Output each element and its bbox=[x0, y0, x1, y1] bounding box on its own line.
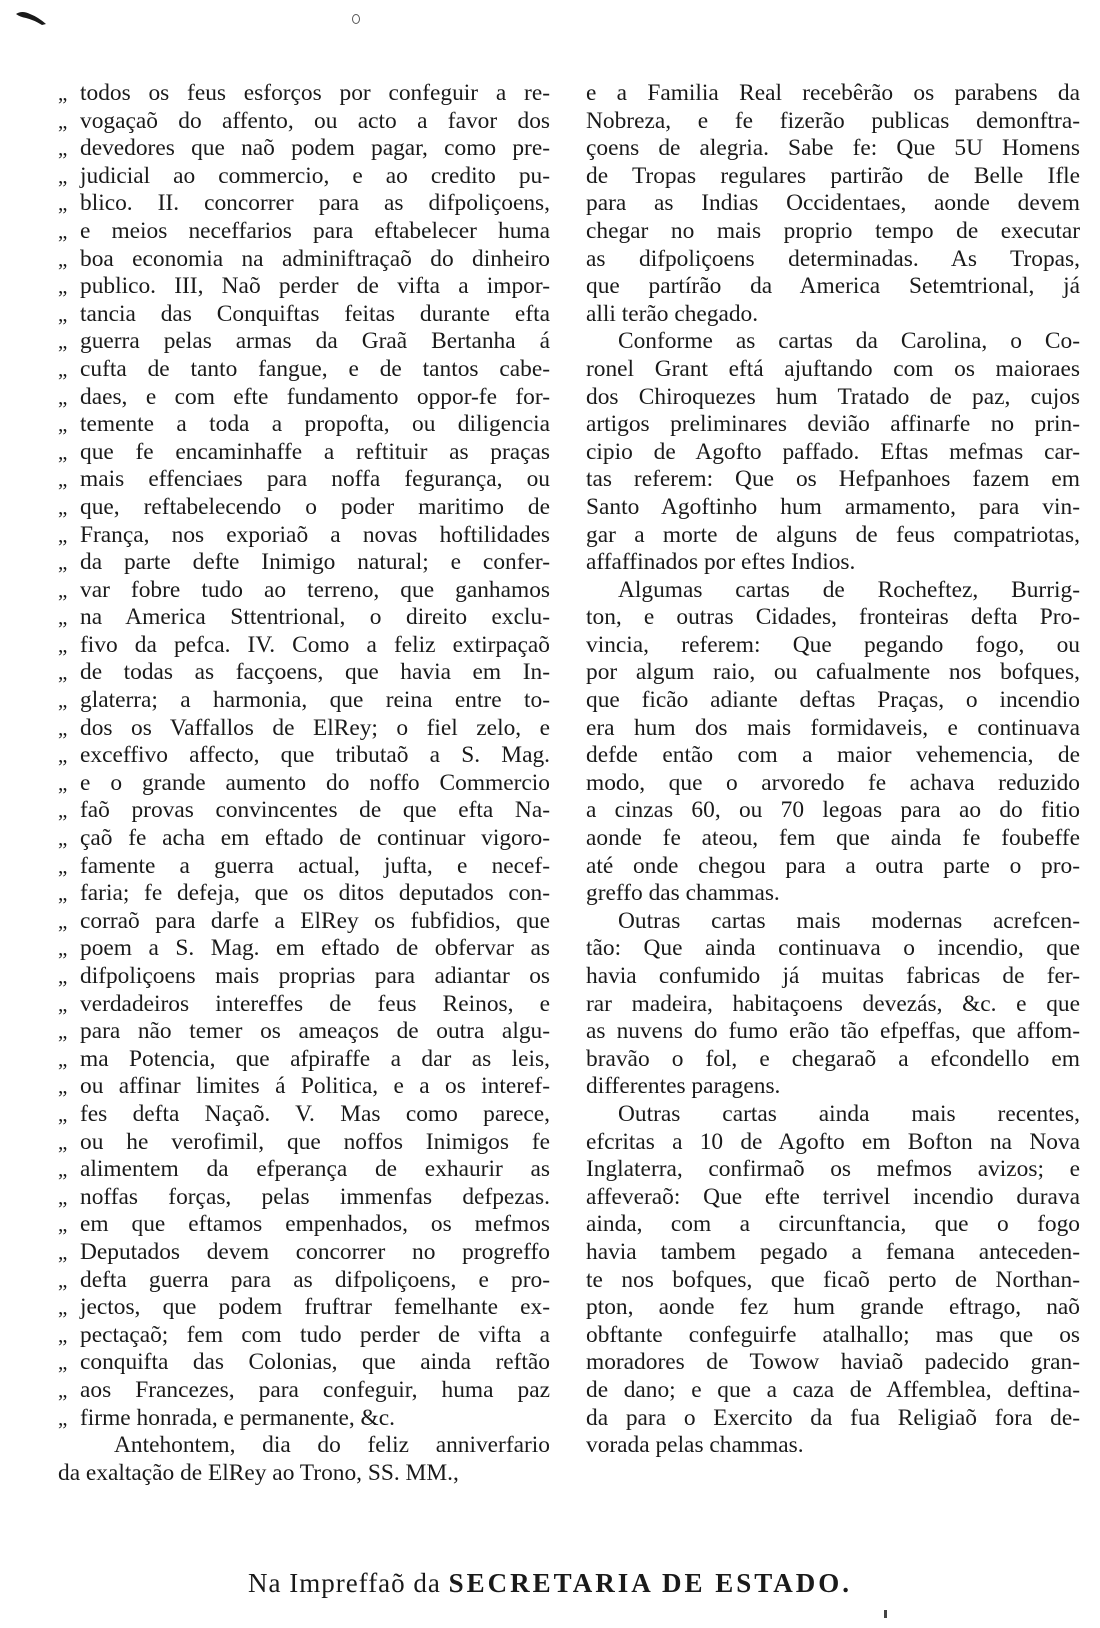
left-line-text: defta guerra para as difpoliçoens, e pro- bbox=[80, 1266, 550, 1293]
left-line bbox=[58, 549, 550, 577]
right-line-text: dos Chiroquezes hum Tratado de paz, cujos bbox=[586, 383, 1080, 410]
right-line bbox=[586, 770, 1080, 798]
left-line bbox=[58, 880, 550, 908]
left-line-text: da parte defte Inimigo natural; e confer- bbox=[80, 549, 550, 576]
quote-mark: „ bbox=[58, 522, 66, 547]
left-line-text: aos Francezes, para confeguir, huma paz bbox=[80, 1376, 550, 1403]
right-line-text: Outras cartas mais modernas acrefcen- bbox=[618, 907, 1080, 934]
left-line-text: corraõ para darfe a ElRey os fubfidios, que bbox=[80, 907, 550, 934]
left-line-text: noffas forças, pelas immenfas defpezas. bbox=[80, 1183, 550, 1210]
right-line-text: havia tambem pegado a femana anteceden- bbox=[586, 1238, 1080, 1265]
right-line bbox=[586, 1129, 1080, 1157]
right-line-text: rar madeira, habitaçoens devezás, &c. e que bbox=[586, 990, 1080, 1017]
left-line-text: vogaçaõ do affento, ou acto a favor dos bbox=[80, 107, 550, 134]
left-line bbox=[58, 80, 550, 108]
quote-mark: „ bbox=[58, 412, 66, 437]
left-line-text: difpoliçoens mais proprias para adiantar os bbox=[80, 963, 550, 989]
left-line bbox=[58, 466, 550, 494]
left-line bbox=[58, 218, 550, 246]
right-line bbox=[586, 1405, 1080, 1433]
imprint-prefix: Na Impreffaõ da bbox=[247, 1568, 441, 1598]
imprint-publisher: SECRETARIA DE ESTADO. bbox=[448, 1568, 852, 1598]
left-line-text: fivo da pefca. IV. Como a feliz extirpaçaõ bbox=[80, 631, 550, 658]
right-line bbox=[586, 880, 1080, 908]
right-line bbox=[586, 1156, 1080, 1184]
right-line bbox=[586, 411, 1080, 439]
left-line bbox=[58, 1294, 550, 1322]
left-line bbox=[58, 604, 550, 632]
right-line-text: chegar no mais proprio tempo de executar bbox=[586, 217, 1080, 244]
right-line bbox=[586, 715, 1080, 743]
right-line bbox=[586, 384, 1080, 412]
left-line bbox=[58, 1432, 550, 1460]
left-line-text: temente a toda a propofta, ou diligencia bbox=[80, 411, 550, 438]
right-line-text: da para o Exercito da fua Religiaõ fora de- bbox=[586, 1404, 1080, 1431]
right-line bbox=[586, 163, 1080, 191]
quote-mark: „ bbox=[58, 163, 66, 188]
right-line bbox=[586, 494, 1080, 522]
right-line bbox=[586, 1377, 1080, 1405]
right-line-text: as nuvens do fumo erão tão efpeffas, que affom- bbox=[586, 1018, 1080, 1045]
quote-mark: „ bbox=[58, 1377, 66, 1402]
left-line bbox=[58, 1129, 550, 1157]
left-line-text: na America Sttentrional, o direito exclu- bbox=[80, 604, 550, 631]
left-line-text: alimentem da efperança de exhaurir as bbox=[80, 1156, 550, 1183]
right-line bbox=[586, 659, 1080, 687]
right-line-text: para as Indias Occidentaes, aonde devem bbox=[586, 190, 1080, 217]
left-line-text: faõ provas convincentes de que efta Na- bbox=[80, 797, 550, 824]
left-line-text: daes, e com efte fundamento oppor-fe for- bbox=[80, 383, 550, 410]
quote-mark: „ bbox=[58, 908, 66, 933]
quote-mark: „ bbox=[58, 1295, 66, 1320]
left-line bbox=[58, 522, 550, 550]
quote-mark: „ bbox=[58, 550, 66, 575]
left-column bbox=[58, 80, 550, 1487]
right-line bbox=[586, 908, 1080, 936]
ink-blot-icon bbox=[14, 8, 48, 26]
left-line-text: pectaçaõ; fem com tudo perder de vifta a bbox=[80, 1321, 550, 1348]
left-line bbox=[58, 797, 550, 825]
left-line bbox=[58, 908, 550, 936]
left-line bbox=[58, 577, 550, 605]
quote-mark: „ bbox=[58, 439, 66, 464]
left-line bbox=[58, 1460, 550, 1488]
right-line bbox=[586, 1349, 1080, 1377]
left-line-text: e meios neceffarios para eftabelecer huma bbox=[80, 217, 550, 244]
left-line bbox=[58, 1046, 550, 1074]
left-line-text: França, nos exporiaõ a novas hoftilidades bbox=[80, 521, 550, 548]
right-line-text: Nobreza, e fe fizerão publicas demonftra- bbox=[586, 107, 1080, 134]
right-line bbox=[586, 742, 1080, 770]
quote-mark: „ bbox=[58, 1074, 66, 1099]
right-line-text: vincia, referem: Que pegando fogo, ou bbox=[586, 631, 1080, 658]
right-line-text: moradores de Towow haviaõ padecido gran- bbox=[586, 1349, 1080, 1376]
left-line-text: boa economia na adminiftraçaõ do dinheiro bbox=[80, 245, 550, 272]
right-line-text: çoens de alegria. Sabe fe: Que 5U Homens bbox=[586, 135, 1080, 162]
right-line-text: havia confumido já muitas fabricas de fer- bbox=[586, 963, 1080, 989]
left-line bbox=[58, 439, 550, 467]
right-line bbox=[586, 135, 1080, 163]
right-line-text: as difpoliçoens determinadas. As Tropas, bbox=[586, 245, 1080, 272]
left-line-text: ma Potencia, que afpiraffe a dar as leis, bbox=[80, 1045, 550, 1072]
left-line bbox=[58, 991, 550, 1019]
left-line bbox=[58, 273, 550, 301]
quote-mark: „ bbox=[58, 1101, 66, 1126]
right-line-text: modo, que o arvoredo fe achava reduzido bbox=[586, 769, 1080, 796]
left-line-text: famente a guerra actual, jufta, e necef- bbox=[80, 852, 550, 879]
stray-ink-mark-bottom bbox=[884, 1610, 887, 1618]
right-line-text: ton, e outras Cidades, fronteiras defta Pro- bbox=[586, 604, 1080, 631]
quote-mark: „ bbox=[58, 605, 66, 630]
left-line-text: que fe encaminhaffe a reftituir as praças bbox=[80, 438, 550, 465]
left-line-text: publico. III, Naõ perder de vifta a impor- bbox=[80, 273, 550, 300]
right-line bbox=[586, 1184, 1080, 1212]
left-line bbox=[58, 853, 550, 881]
right-line bbox=[586, 273, 1080, 301]
left-line-text: glaterra; a harmonia, que reina entre to- bbox=[80, 687, 550, 714]
right-line-text: de dano; e que a caza de Affemblea, deftina- bbox=[586, 1376, 1080, 1403]
right-line bbox=[586, 632, 1080, 660]
quote-mark: „ bbox=[58, 715, 66, 740]
left-line bbox=[58, 825, 550, 853]
left-line bbox=[58, 356, 550, 384]
right-line bbox=[586, 522, 1080, 550]
right-line-text: affaffinados por eftes Indios. bbox=[586, 549, 856, 576]
quote-mark: „ bbox=[58, 274, 66, 299]
left-line-text: para não temer os ameaços de outra algu- bbox=[80, 1018, 550, 1045]
quote-mark: „ bbox=[58, 108, 66, 133]
right-line-text: pton, aonde fez hum grande eftrago, naõ bbox=[586, 1294, 1080, 1321]
quote-mark: „ bbox=[58, 853, 66, 878]
right-line-text: bravão o fol, e chegaraõ a efcondello em bbox=[586, 1045, 1080, 1072]
imprint-line bbox=[0, 1568, 1100, 1599]
left-line bbox=[58, 108, 550, 136]
right-line-text: differentes paragens. bbox=[586, 1073, 781, 1100]
left-line-text: blico. II. concorrer para as difpoliçoens, bbox=[80, 190, 550, 217]
right-line bbox=[586, 1432, 1080, 1460]
left-line bbox=[58, 1267, 550, 1295]
quote-mark: „ bbox=[58, 246, 66, 271]
quote-mark: „ bbox=[58, 770, 66, 795]
quote-mark: „ bbox=[58, 1239, 66, 1264]
quote-mark: „ bbox=[58, 991, 66, 1016]
right-line bbox=[586, 466, 1080, 494]
quote-mark: „ bbox=[58, 798, 66, 823]
right-line bbox=[586, 963, 1080, 991]
left-line-text: ou affinar limites á Politica, e a os interef- bbox=[80, 1073, 550, 1100]
left-line-text: Deputados devem concorrer no progreffo bbox=[80, 1238, 550, 1265]
right-line bbox=[586, 1294, 1080, 1322]
right-line-text: e a Familia Real recebêrão os parabens da bbox=[586, 80, 1080, 106]
left-line-text: çaõ fe acha em eftado de continuar vigoro- bbox=[80, 825, 550, 852]
quote-mark: „ bbox=[58, 1184, 66, 1209]
left-line-text: tancia das Conquiftas feitas durante efta bbox=[80, 300, 550, 327]
left-line-text: firme honrada, e permanente, &c. bbox=[80, 1404, 395, 1431]
right-line bbox=[586, 1073, 1080, 1101]
left-line-text: e o grande aumento do noffo Commercio bbox=[80, 769, 550, 796]
left-line bbox=[58, 411, 550, 439]
right-line-text: que ficão adiante deftas Praças, o incendio bbox=[586, 687, 1080, 714]
left-line-text: que, reftabelecendo o poder maritimo de bbox=[80, 493, 550, 520]
right-line bbox=[586, 246, 1080, 274]
left-line-text: faria; fe defeja, que os ditos deputados con- bbox=[80, 880, 550, 907]
quote-mark: „ bbox=[58, 1267, 66, 1292]
right-line-text: ainda, com a circunftancia, que o fogo bbox=[586, 1211, 1080, 1238]
right-line-text: alli terão chegado. bbox=[586, 300, 759, 327]
left-line bbox=[58, 1349, 550, 1377]
quote-mark: „ bbox=[58, 301, 66, 326]
quote-mark: „ bbox=[58, 1046, 66, 1071]
right-line-text: de Tropas regulares partirão de Belle Ifle bbox=[586, 162, 1080, 189]
left-line-text: mais effenciaes para noffa fegurança, ou bbox=[80, 466, 550, 493]
right-line bbox=[586, 439, 1080, 467]
left-line-text: cufta de tanto fangue, e de tantos cabe- bbox=[80, 355, 550, 382]
left-line bbox=[58, 163, 550, 191]
quote-mark: „ bbox=[58, 136, 66, 161]
right-line bbox=[586, 825, 1080, 853]
right-line-text: gar a morte de alguns de feus compatriotas, bbox=[586, 521, 1080, 548]
quote-mark: „ bbox=[58, 964, 66, 988]
left-line bbox=[58, 1156, 550, 1184]
right-line bbox=[586, 604, 1080, 632]
right-line bbox=[586, 549, 1080, 577]
right-line bbox=[586, 218, 1080, 246]
quote-mark: „ bbox=[58, 1019, 66, 1044]
left-line bbox=[58, 301, 550, 329]
right-line bbox=[586, 577, 1080, 605]
left-line-text: poem a S. Mag. em eftado de obfervar as bbox=[80, 935, 550, 962]
left-line-text: verdadeiros intereffes de feus Reinos, e bbox=[80, 990, 550, 1017]
left-line-text: conquifta das Colonias, que ainda reftão bbox=[80, 1349, 550, 1376]
quote-mark: „ bbox=[58, 1157, 66, 1182]
left-line-text: Antehontem, dia do feliz anniverfario bbox=[114, 1432, 550, 1459]
right-line bbox=[586, 1239, 1080, 1267]
left-line bbox=[58, 1405, 550, 1433]
right-line-text: ronel Grant eftá ajuftando com os maioraes bbox=[586, 355, 1080, 382]
quote-mark: „ bbox=[58, 577, 66, 602]
left-line bbox=[58, 742, 550, 770]
left-line bbox=[58, 1101, 550, 1129]
left-line bbox=[58, 715, 550, 743]
right-line-text: tão: Que ainda continuava o incendio, que bbox=[586, 935, 1080, 962]
left-line bbox=[58, 963, 550, 991]
left-line bbox=[58, 1073, 550, 1101]
left-line-text: var fobre tudo ao terreno, que ganhamos bbox=[80, 576, 550, 603]
right-line-text: a cinzas 60, ou 70 legoas para ao do fitio bbox=[586, 797, 1080, 824]
quote-mark: „ bbox=[58, 936, 66, 961]
right-line bbox=[586, 797, 1080, 825]
quote-mark: „ bbox=[58, 356, 66, 381]
left-line bbox=[58, 935, 550, 963]
right-line bbox=[586, 1018, 1080, 1046]
left-line-text: todos os feus esforços por confeguir a re- bbox=[80, 80, 550, 106]
right-line-text: Inglaterra, confirmaõ os mefmos avizos; e bbox=[586, 1156, 1080, 1183]
right-line bbox=[586, 991, 1080, 1019]
quote-mark: „ bbox=[58, 826, 66, 851]
quote-mark: „ bbox=[58, 632, 66, 657]
right-line-text: vorada pelas chammas. bbox=[586, 1432, 804, 1459]
right-line-text: affeveraõ: Que efte terrivel incendio durava bbox=[586, 1183, 1080, 1210]
right-line-text: cipio de Agofto paffado. Eftas mefmas car- bbox=[586, 438, 1080, 465]
quote-mark: „ bbox=[58, 688, 66, 713]
quote-mark: „ bbox=[58, 1322, 66, 1347]
left-line-text: da exaltação de ElRey ao Trono, SS. MM., bbox=[58, 1459, 459, 1486]
left-line-text: exceffivo affecto, que tributaõ a S. Mag. bbox=[80, 742, 550, 769]
left-line bbox=[58, 1018, 550, 1046]
left-line bbox=[58, 190, 550, 218]
stray-ink-mark bbox=[352, 14, 360, 24]
right-line-text: Outras cartas ainda mais recentes, bbox=[618, 1100, 1080, 1127]
quote-mark: „ bbox=[58, 191, 66, 216]
left-line-text: guerra pelas armas da Graã Bertanha á bbox=[80, 328, 550, 355]
quote-mark: „ bbox=[58, 467, 66, 492]
right-line bbox=[586, 1046, 1080, 1074]
left-line bbox=[58, 1184, 550, 1212]
left-line bbox=[58, 1239, 550, 1267]
left-line bbox=[58, 135, 550, 163]
right-line-text: efcritas a 10 de Agofto em Bofton na Nova bbox=[586, 1128, 1080, 1155]
left-line bbox=[58, 687, 550, 715]
quote-mark: „ bbox=[58, 494, 66, 519]
right-line bbox=[586, 1211, 1080, 1239]
right-line bbox=[586, 301, 1080, 329]
right-line-text: te nos bofques, que ficaõ perto de Northan- bbox=[586, 1266, 1080, 1293]
right-line-text: por algum raio, ou cafualmente nos bofques, bbox=[586, 659, 1080, 686]
right-line bbox=[586, 1322, 1080, 1350]
right-line-text: greffo das chammas. bbox=[586, 880, 780, 907]
quote-mark: „ bbox=[58, 329, 66, 354]
left-line-text: em que eftamos empenhados, os mefmos bbox=[80, 1211, 550, 1238]
right-line bbox=[586, 853, 1080, 881]
left-line-text: judicial ao commercio, e ao credito pu- bbox=[80, 162, 550, 189]
right-line-text: artigos preliminares devião affinarfe no prin- bbox=[586, 411, 1080, 438]
left-line bbox=[58, 1322, 550, 1350]
quote-mark: „ bbox=[58, 1129, 66, 1154]
quote-mark: „ bbox=[58, 81, 66, 105]
right-line bbox=[586, 935, 1080, 963]
quote-mark: „ bbox=[58, 660, 66, 685]
right-line bbox=[586, 1267, 1080, 1295]
left-line-text: de todas as facçoens, que havia em In- bbox=[80, 659, 550, 686]
left-line bbox=[58, 632, 550, 660]
right-line-text: aonde fe ateou, fem que ainda fe foubeffe bbox=[586, 825, 1080, 852]
left-line bbox=[58, 328, 550, 356]
right-line-text: Conforme as cartas da Carolina, o Co- bbox=[618, 328, 1080, 355]
right-line bbox=[586, 687, 1080, 715]
right-line-text: que partírão da America Setemtrional, já bbox=[586, 273, 1080, 300]
left-line bbox=[58, 494, 550, 522]
right-line bbox=[586, 108, 1080, 136]
quote-mark: „ bbox=[58, 384, 66, 409]
quote-mark: „ bbox=[58, 881, 66, 906]
right-line bbox=[586, 356, 1080, 384]
right-line-text: defde então com a maior vehemencia, de bbox=[586, 742, 1080, 769]
left-line-text: jectos, que podem fruftrar femelhante ex- bbox=[80, 1294, 550, 1321]
right-line bbox=[586, 328, 1080, 356]
left-line bbox=[58, 246, 550, 274]
right-line bbox=[586, 1101, 1080, 1129]
left-line bbox=[58, 770, 550, 798]
left-line-text: devedores que naõ podem pagar, como pre- bbox=[80, 135, 550, 162]
quote-mark: „ bbox=[58, 1350, 66, 1375]
left-line-text: ou he verofimil, que noffos Inimigos fe bbox=[80, 1128, 550, 1155]
left-line bbox=[58, 1211, 550, 1239]
right-line bbox=[586, 190, 1080, 218]
right-line-text: obftante confeguirfe atalhallo; mas que os bbox=[586, 1321, 1080, 1348]
quote-mark: „ bbox=[58, 743, 66, 768]
left-line bbox=[58, 659, 550, 687]
quote-mark: „ bbox=[58, 1405, 66, 1430]
right-line bbox=[586, 80, 1080, 108]
right-column bbox=[586, 80, 1080, 1460]
left-line bbox=[58, 384, 550, 412]
right-line-text: tas referem: Que os Hefpanhoes fazem em bbox=[586, 466, 1080, 493]
left-line bbox=[58, 1377, 550, 1405]
left-line-text: dos os Vaffallos de ElRey; o fiel zelo, e bbox=[80, 714, 550, 741]
quote-mark: „ bbox=[58, 218, 66, 243]
left-line-text: fes defta Naçaõ. V. Mas como parece, bbox=[80, 1100, 550, 1127]
quote-mark: „ bbox=[58, 1212, 66, 1237]
right-line-text: era hum dos mais formidaveis, e continuava bbox=[586, 714, 1080, 741]
right-line-text: Algumas cartas de Rocheftez, Burrig- bbox=[618, 576, 1080, 603]
right-line-text: Santo Agoftinho hum armamento, para vin- bbox=[586, 493, 1080, 520]
right-line-text: até onde chegou para a outra parte o pro- bbox=[586, 852, 1080, 879]
